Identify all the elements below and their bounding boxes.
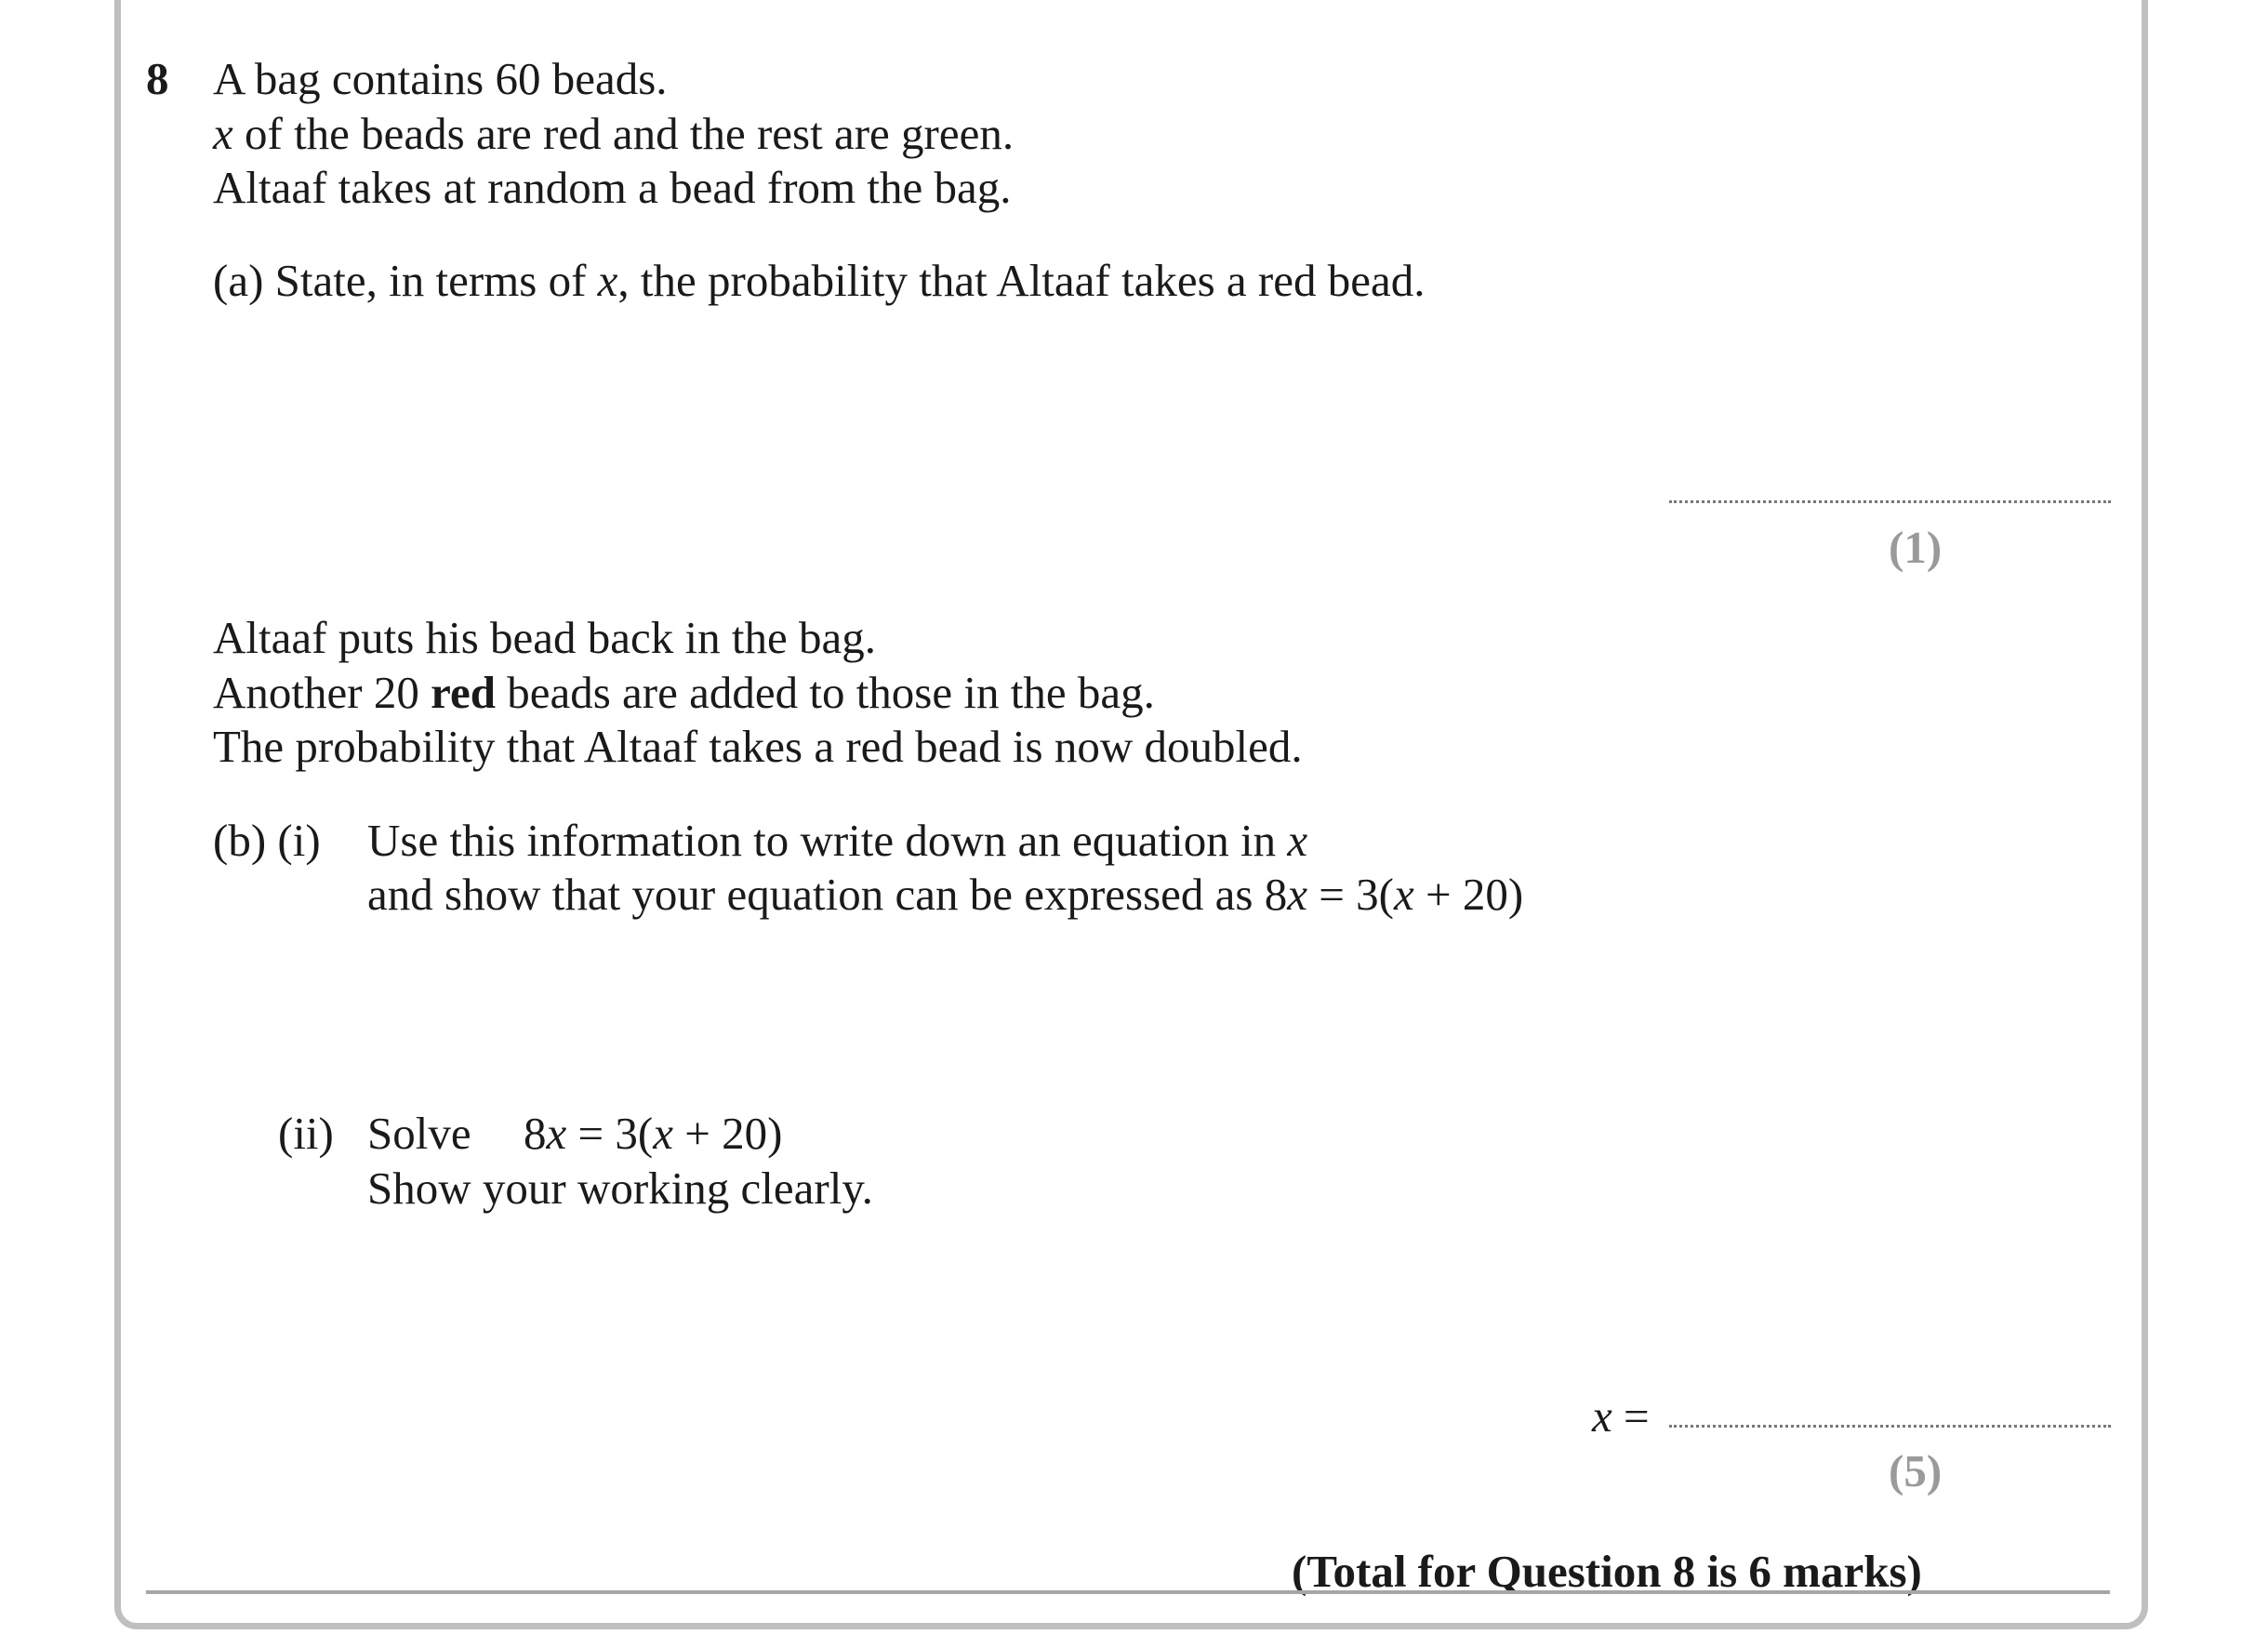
part-b-i-line-2 [367, 868, 1523, 922]
intro-line-3: Altaaf takes at random a bead from the bag. [213, 162, 1012, 213]
part-b-ii-equation [524, 1107, 782, 1161]
part-b-i-line-2-post: + 20) [1413, 869, 1524, 920]
equation-pre: 8 [524, 1108, 547, 1159]
bottom-rule [146, 1590, 2110, 1594]
part-b-ii-solve: Solve [367, 1108, 471, 1159]
total-marks: (Total for Question 8 is 6 marks) [1292, 1546, 1922, 1597]
variable-x: x [1592, 1390, 1612, 1442]
equation-post: + 20) [672, 1108, 783, 1159]
question-number: 8 [146, 53, 169, 104]
part-b-answer-line[interactable] [1669, 1425, 2111, 1428]
context-line-3: The probability that Altaaf takes a red bead is now doubled. [213, 721, 1303, 772]
variable-x: x [546, 1108, 567, 1159]
part-a-prompt [213, 254, 1425, 308]
context-line-2 [213, 666, 1155, 720]
variable-x: x [213, 108, 233, 159]
part-b-i-line-2-pre: and show that your equation can be expressed as 8 [367, 869, 1288, 920]
variable-x: x [1287, 815, 1308, 866]
variable-x: x [1393, 869, 1414, 920]
part-b-ii-line-2: Show your working clearly. [367, 1163, 873, 1214]
context-line-2-post: beads are added to those in the bag. [495, 667, 1155, 718]
intro-line-2 [213, 107, 1014, 161]
intro-line-2-text: of the beads are red and the rest are green. [232, 108, 1015, 159]
part-b-i-line-1 [367, 814, 1307, 868]
part-a-text: , the probability that Altaaf takes a red bead. [617, 255, 1426, 306]
part-b-i-label: (b) (i) [213, 815, 321, 866]
answer-x-label [1592, 1389, 1650, 1443]
part-a-marks: (1) [1889, 522, 1943, 573]
context-line-1: Altaaf puts his bead back in the bag. [213, 612, 877, 663]
variable-x: x [1287, 869, 1307, 920]
answer-equals: = [1611, 1390, 1650, 1442]
part-b-ii-label: (ii) [278, 1108, 334, 1159]
part-b-i-line-1-text: Use this information to write down an equation in [367, 815, 1288, 866]
variable-x: x [653, 1108, 673, 1159]
part-a-label: (a) State, in terms of [213, 255, 598, 306]
part-a-answer-line[interactable] [1669, 500, 2111, 503]
equation-mid: = 3( [566, 1108, 654, 1159]
intro-line-1: A bag contains 60 beads. [213, 53, 668, 104]
part-b-marks: (5) [1889, 1445, 1943, 1496]
part-b-i-line-2-mid: = 3( [1307, 869, 1394, 920]
context-line-2-pre: Another 20 [213, 667, 431, 718]
red-emphasis: red [431, 667, 496, 718]
variable-x: x [597, 255, 618, 306]
